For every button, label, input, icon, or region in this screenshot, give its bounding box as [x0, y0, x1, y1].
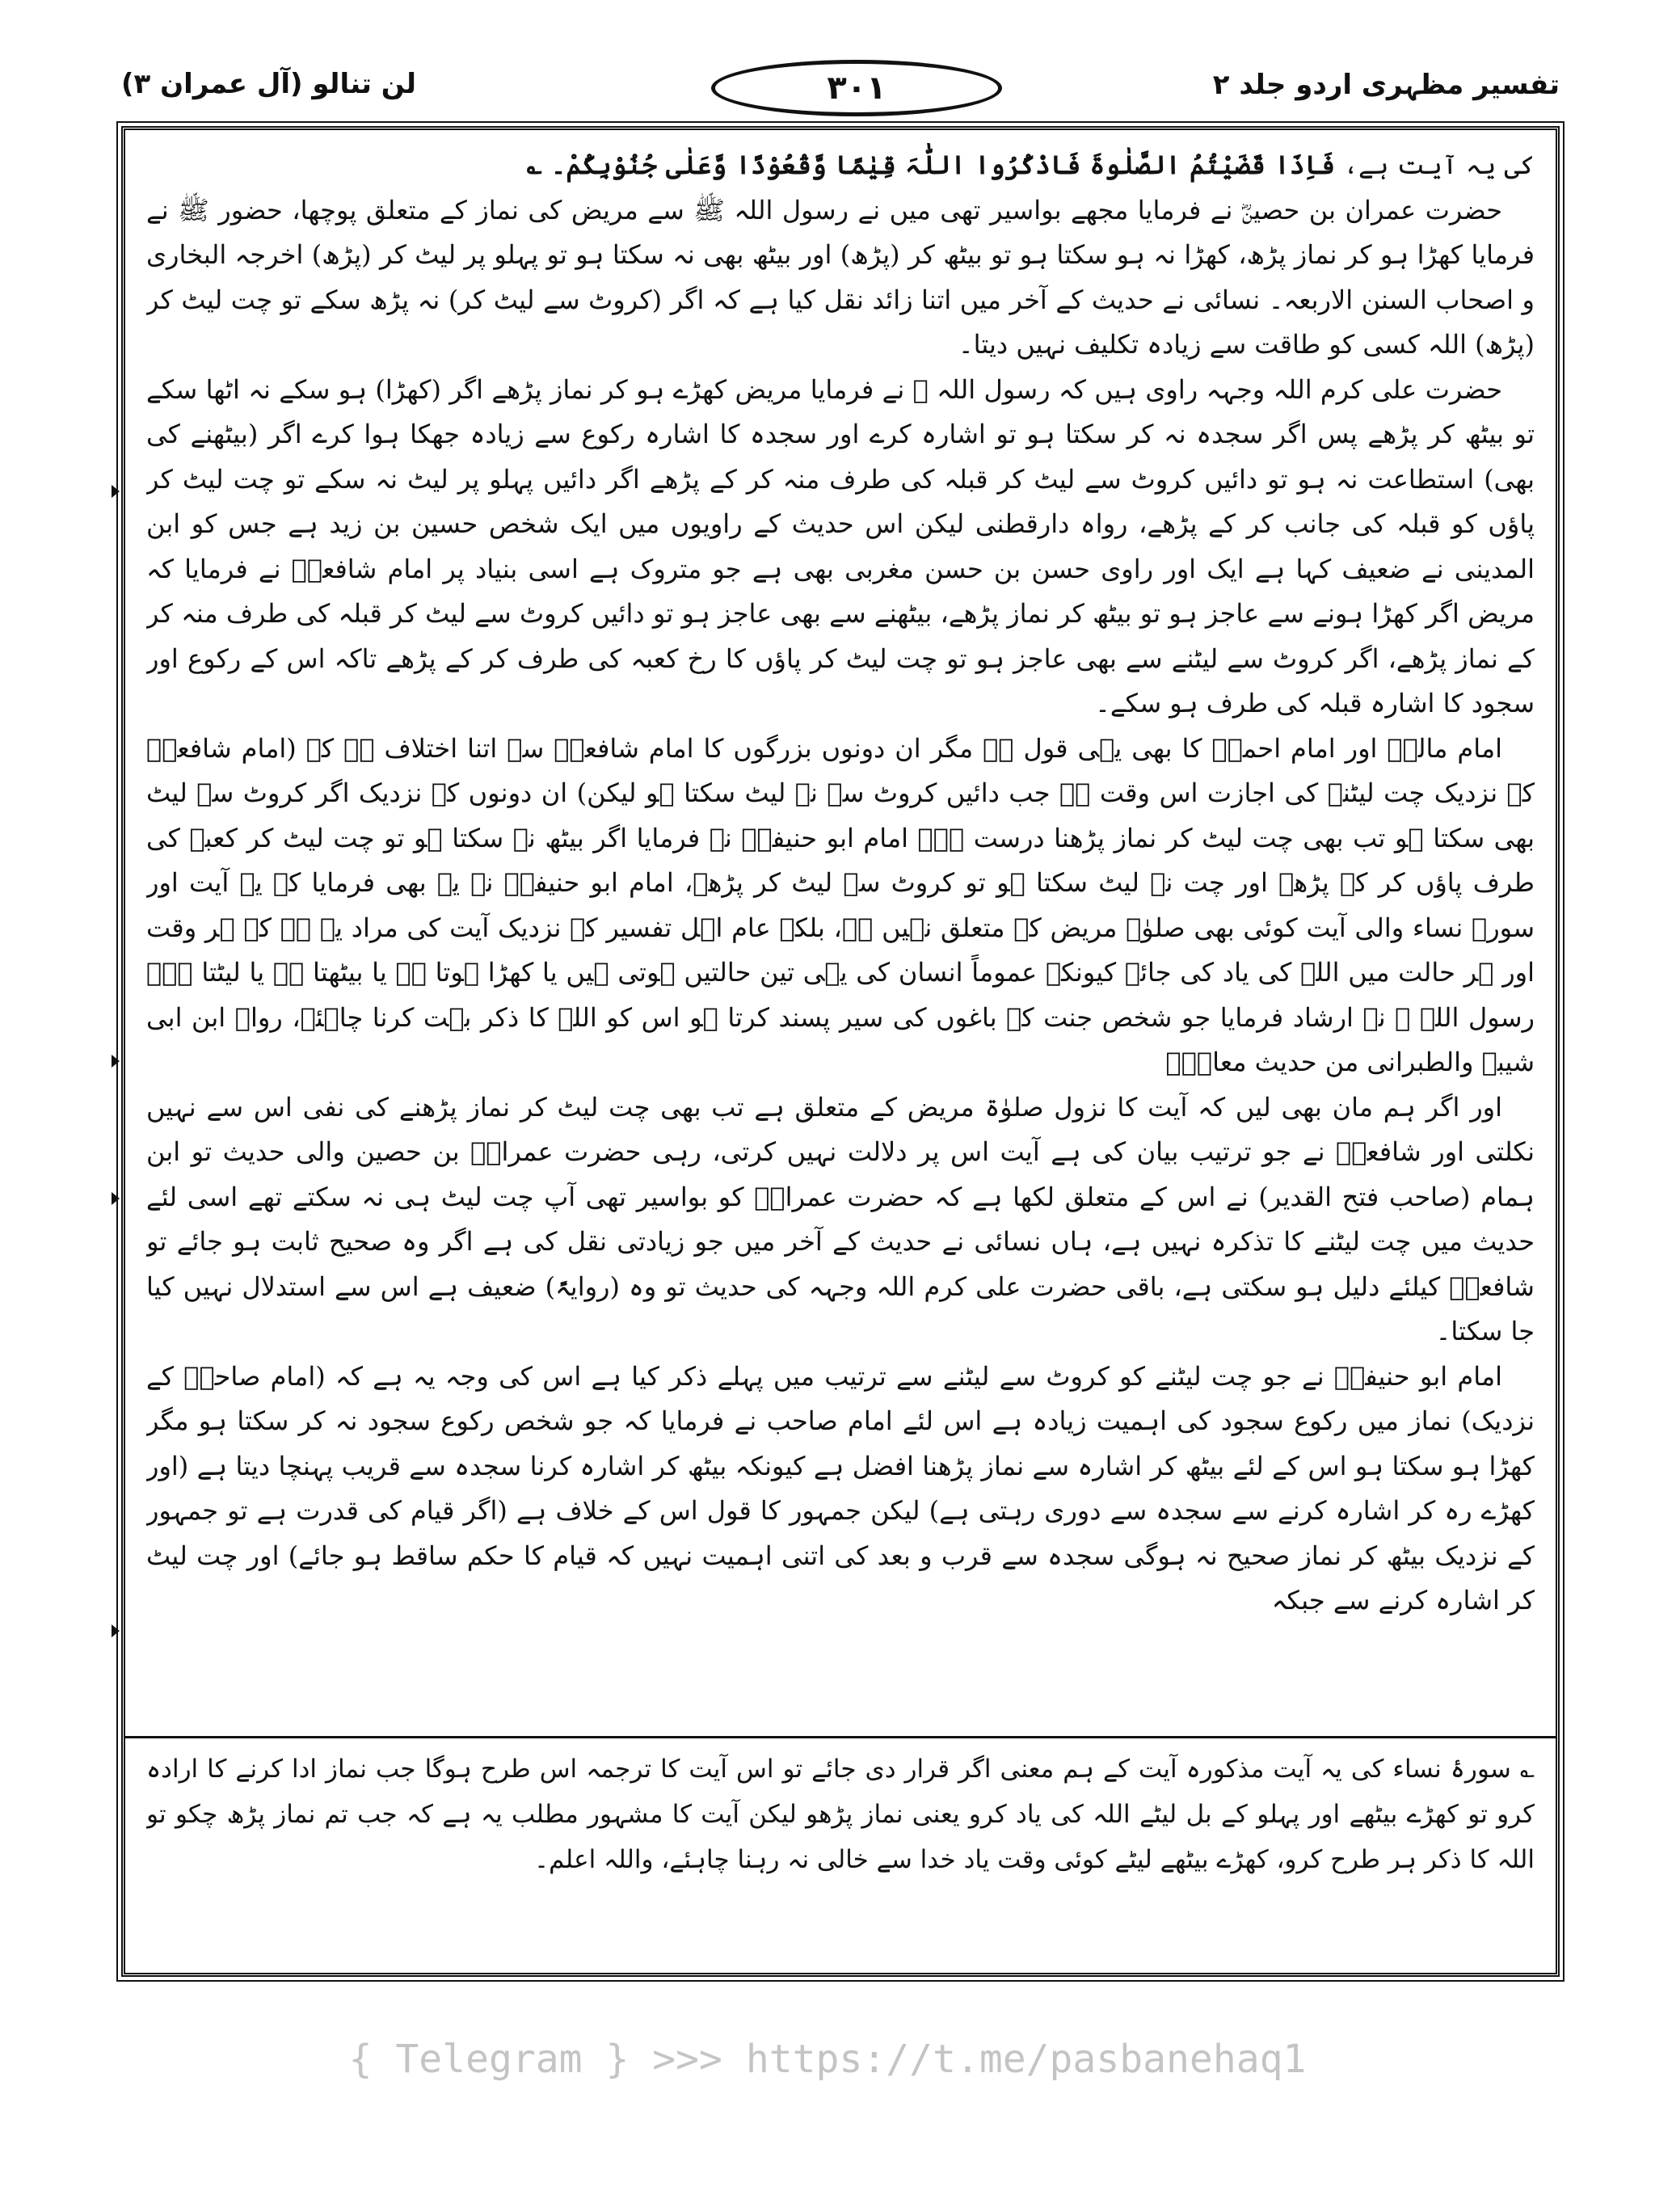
book-title: تفسیر مظہری اردو جلد ۲: [1212, 69, 1560, 101]
paragraph-3: حضرت علی کرم اللہ وجہہ راوی ہیں کہ رسول اللہ ﷺ نے فرمایا مریض کھڑے ہو کر نماز پڑھے اگر (کھڑا) ہو سکے نہ اٹھا سکے تو بیٹھ کر پڑھے پس اگر سجدہ نہ کر سکتا ہو تو اشارہ کرے اور سجدہ کا اشارہ رکوع سے زیادہ جھکا ہوا کرے اگر (بیٹھنے کی بھی) استطاعت نہ ہو تو دائیں کروٹ سے لیٹ کر قبلہ کی طرف منہ کر کے پڑھے اگر دائیں پہلو پر لیٹ نہ سکے تو چت لیٹ کر پاؤں کو قبلہ کی جانب کر کے پڑھے، رواہ دارقطنی لیکن اس حدیث کے راویوں میں ایک شخص حسین بن زید ہے جس کو ابن المدینی نے ضعیف کہا ہے ایک اور راوی حسن بن حسن مغربی بھی ہے جو متروک ہے اسی بنیاد پر امام شافعیؒ نے فرمایا کہ مریض اگر کھڑا ہونے سے عاجز ہو تو بیٹھ کر نماز پڑھے، بیٹھنے سے بھی عاجز ہو تو دائیں کروٹ سے لیٹ کر قبلہ کی طرف منہ کر کے نماز پڑھے، اگر کروٹ سے لیٹنے سے بھی عاجز ہو تو چت لیٹ کر پاؤں کا رخ کعبہ کی طرف کر کے پڑھے تاکہ اس کے رکوع اور سجود کا اشارہ قبلہ کی طرف ہو سکے۔: [146, 373, 1535, 718]
footnote: [146, 1746, 1535, 1957]
page-frame: [121, 126, 1560, 1977]
paragraph-6: امام ابو حنیفہؒ نے جو چت لیٹنے کو کروٹ سے لیٹنے سے ترتیب میں پہلے ذکر کیا ہے اس کی وجہ یہ ہے کہ (امام صاحبؒ کے نزدیک) نماز میں رکوع سجود کی اہمیت زیادہ ہے اس لئے امام صاحب نے فرمایا کہ جو شخص رکوع سجود نہ کر سکتا ہو مگر کھڑا ہو سکتا ہو اس کے لئے بیٹھ کر اشارہ سے نماز پڑھنا افضل ہے کیونکہ بیٹھ کر اشارہ کرنا سجدہ سے قریب پہنچا دیتا ہے (اور کھڑے رہ کر اشارہ کرنے سے سجدہ سے دوری رہتی ہے) لیکن جمہور کا قول اس کے خلاف ہے (اگر قیام کی قدرت ہے تو جمہور کے نزدیک بیٹھ کر نماز صحیح نہ ہوگی سجدہ سے قرب و بعد کی اتنی اہمیت نہیں کہ قیام کا حکم ساقط ہو جائے) اور چت لیٹ کر اشارہ کرنے سے جبکہ: [146, 1360, 1535, 1616]
footnote-divider: [125, 1736, 1556, 1738]
paragraph-1: [146, 143, 1535, 188]
paragraph-4: امام مالکؒ اور امام احمدؒ کا بھی یہی قول ہے مگر ان دونوں بزرگوں کا امام شافعیؒ سے اتنا اختلاف ہے کہ (امام شافعیؒ کے نزدیک چت لیٹنے کی اجازت اس وقت ہے جب دائیں کروٹ سے نہ لیٹ سکتا ہو لیکن) ان دونوں کے نزدیک اگر کروٹ سے لیٹ بھی سکتا ہو تب بھی چت لیٹ کر نماز پڑھنا درست ہے۔ امام ابو حنیفہؒ نے فرمایا اگر بیٹھ نہ سکتا ہو تو چت لیٹ کر کعبہ کی طرف پاؤں کر کے پڑھے اور چت نہ لیٹ سکتا ہو تو کروٹ سے لیٹ کر پڑھے، امام ابو حنیفہؒ نے یہ بھی فرمایا کہ یہ آیت اور سورۂ نساء والی آیت کوئی بھی صلوٰۃ مریض کے متعلق نہیں ہے، بلکہ عام اہل تفسیر کے نزدیک آیت کی مراد یہ ہے کہ ہر وقت اور ہر حالت میں اللہ کی یاد کی جائے کیونکہ عموماً انسان کی یہی تین حالتیں ہوتی ہیں یا کھڑا ہوتا ہے یا بیٹھتا ہے یا لیٹتا ہے۔ رسول اللہ ﷺ نے ارشاد فرمایا جو شخص جنت کے باغوں کی سیر پسند کرتا ہو اس کو اللہ کا ذکر بہت کرنا چاہئے، رواہ ابن ابی شیبہ والطبرانی من حدیث معاذؓ۔: [146, 732, 1535, 1077]
paragraph-2: حضرت عمران بن حصینؓ نے فرمایا مجھے بواسیر تھی میں نے رسول اللہ ﷺ سے مریض کی نماز کے متعلق پوچھا، حضور ﷺ نے فرمایا کھڑا ہو کر نماز پڑھ، کھڑا نہ ہو سکتا ہو تو بیٹھ کر (پڑھ) اور بیٹھ بھی نہ سکتا ہو تو پہلو پر لیٹ کر (پڑھ) اخرجہ البخاری و اصحاب السنن الاربعہ۔ نسائی نے حدیث کے آخر میں اتنا زائد نقل کیا ہے کہ اگر (کروٹ سے لیٹ کر) نہ پڑھ سکے تو چت لیٹ کر (پڑھ) اللہ کسی کو طاقت سے زیادہ تکلیف نہیں دیتا۔: [146, 194, 1535, 360]
margin-pointer-icon: [112, 1192, 120, 1205]
paragraph-1-intro: کی یہ آیت ہے،: [1343, 150, 1535, 180]
paragraph-5: اور اگر ہم مان بھی لیں کہ آیت کا نزول صلوٰۃ مریض کے متعلق ہے تب بھی چت لیٹ کر نماز پڑھنے کی نفی اس سے نہیں نکلتی اور شافعیؒ نے جو ترتیب بیان کی ہے آیت اس پر دلالت نہیں کرتی، رہی حضرت عمرانؓ بن حصین والی حدیث تو ابن ہمام (صاحب فتح القدیر) نے اس کے متعلق لکھا ہے کہ حضرت عمرانؓ کو بواسیر تھی آپ چت لیٹ ہی نہ سکتے تھے اسی لئے حدیث میں چت لیٹنے کا تذکرہ نہیں ہے، ہاں نسائی نے حدیث کے آخر میں جو زیادتی نقل کی ہے اگر وہ صحیح ثابت ہو جائے تو شافعیؒ کیلئے دلیل ہو سکتی ہے، باقی حضرت علی کرم اللہ وجہہ کی حدیث تو وہ (روایۃً) ضعیف ہے اس سے استدلال نہیں کیا جا سکتا۔: [146, 1091, 1535, 1346]
quran-verse: فَاِذَا قَضَیْتُمُ الصَّلٰوۃَ فَاذْکُرُوا اللّٰہَ قِیٰمًا وَّقُعُوْدًا وَّعَلٰی جُنُوْبِکُمْ۔ ؎: [526, 150, 1336, 180]
page-header: [121, 60, 1560, 133]
margin-pointer-icon: [112, 485, 120, 498]
section-title: لن تنالو (آل عمران ۳): [121, 68, 417, 100]
telegram-watermark: { Telegram } >>> https://t.me/pasbanehaq1: [348, 2037, 1307, 2082]
margin-pointer-icon: [112, 1055, 120, 1068]
footnote-text: ؎ سورۂ نساء کی یہ آیت مذکورہ آیت کے ہم معنی اگر قرار دی جائے تو اس آیت کا ترجمہ اس طرح ہوگا جب نماز ادا کرنے کا ارادہ کرو تو کھڑے بیٹھے اور پہلو کے بل لیٹے اللہ کی یاد کرو یعنی نماز پڑھو لیکن آیت کا مشہور مطلب یہ ہے کہ جب تم نماز پڑھ چکو تو اللہ کا ذکر ہر طرح کرو، کھڑے بیٹھے لیٹے کوئی وقت یاد خدا سے خالی نہ رہنا چاہئے، واللہ اعلم۔: [146, 1755, 1535, 1874]
margin-pointer-icon: [112, 1624, 120, 1637]
page-number: ۳۰۱: [711, 60, 1002, 116]
main-text: [146, 143, 1535, 1730]
